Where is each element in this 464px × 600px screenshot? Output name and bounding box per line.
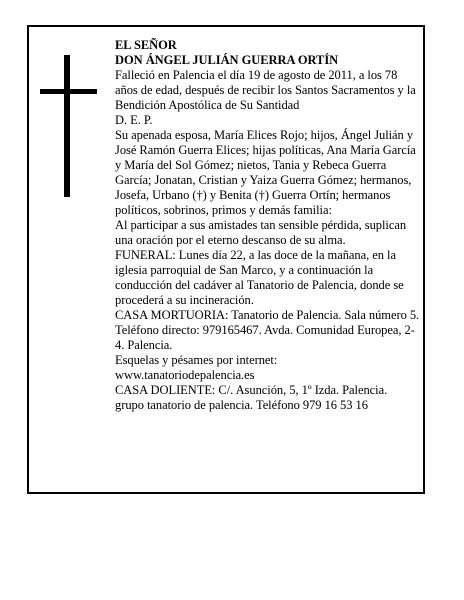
- footer-contact: grupo tanatorio de palencia. Teléfono 979 16 53 16: [115, 398, 368, 412]
- notice-title-line1: EL SEÑOR: [115, 38, 177, 52]
- cross-horizontal-bar: [40, 89, 97, 94]
- internet-url: www.tanatoriodepalencia.es: [115, 368, 255, 382]
- funeral-paragraph: FUNERAL: Lunes día 22, a las doce de la mañana, en la iglesia parroquial de San Marco, y a continuación la conducción del cadáver al Tanatorio de Palencia, donde se procederá a su incineración.: [115, 248, 404, 307]
- notice-text: [115, 38, 421, 413]
- rip-text: D. E. P.: [115, 113, 153, 127]
- family-paragraph: Su apenada esposa, María Elices Rojo; hijos, Ángel Julián y José Ramón Guerra Elices; hijas políticas, Ana María García y María del Sol Gómez; nietos, Tania y Rebeca Guerra García; Jonatan, Cristian y Yaiza Guerra Gómez; hermanos, Josefa, Urbano (†) y Benita (†) Guerra Ortín; hermanos políticos, sobrinos, primos y demás familia:: [115, 128, 416, 217]
- cross-icon: [40, 55, 97, 197]
- home-address: CASA DOLIENTE: C/. Asunción, 5, 1º Izda. Palencia.: [115, 383, 388, 397]
- internet-label: Esquelas y pésames por internet:: [115, 353, 278, 367]
- mortuary-paragraph: CASA MORTUORIA: Tanatorio de Palencia. Sala número 5. Teléfono directo: 979165467. Avda. Comunidad Europea, 2-4. Palencia.: [115, 308, 420, 352]
- deceased-name: DON ÁNGEL JULIÁN GUERRA ORTÍN: [115, 53, 339, 67]
- request-paragraph: Al participar a sus amistades tan sensible pérdida, suplican una oración por el eterno descanso de su alma.: [115, 218, 407, 247]
- cross-vertical-bar: [64, 55, 70, 197]
- death-paragraph: Falleció en Palencia el día 19 de agosto de 2011, a los 78 años de edad, después de recibir los Santos Sacramentos y la Bendición Apostólica de Su Santidad: [115, 68, 416, 112]
- obituary-notice: [27, 25, 425, 494]
